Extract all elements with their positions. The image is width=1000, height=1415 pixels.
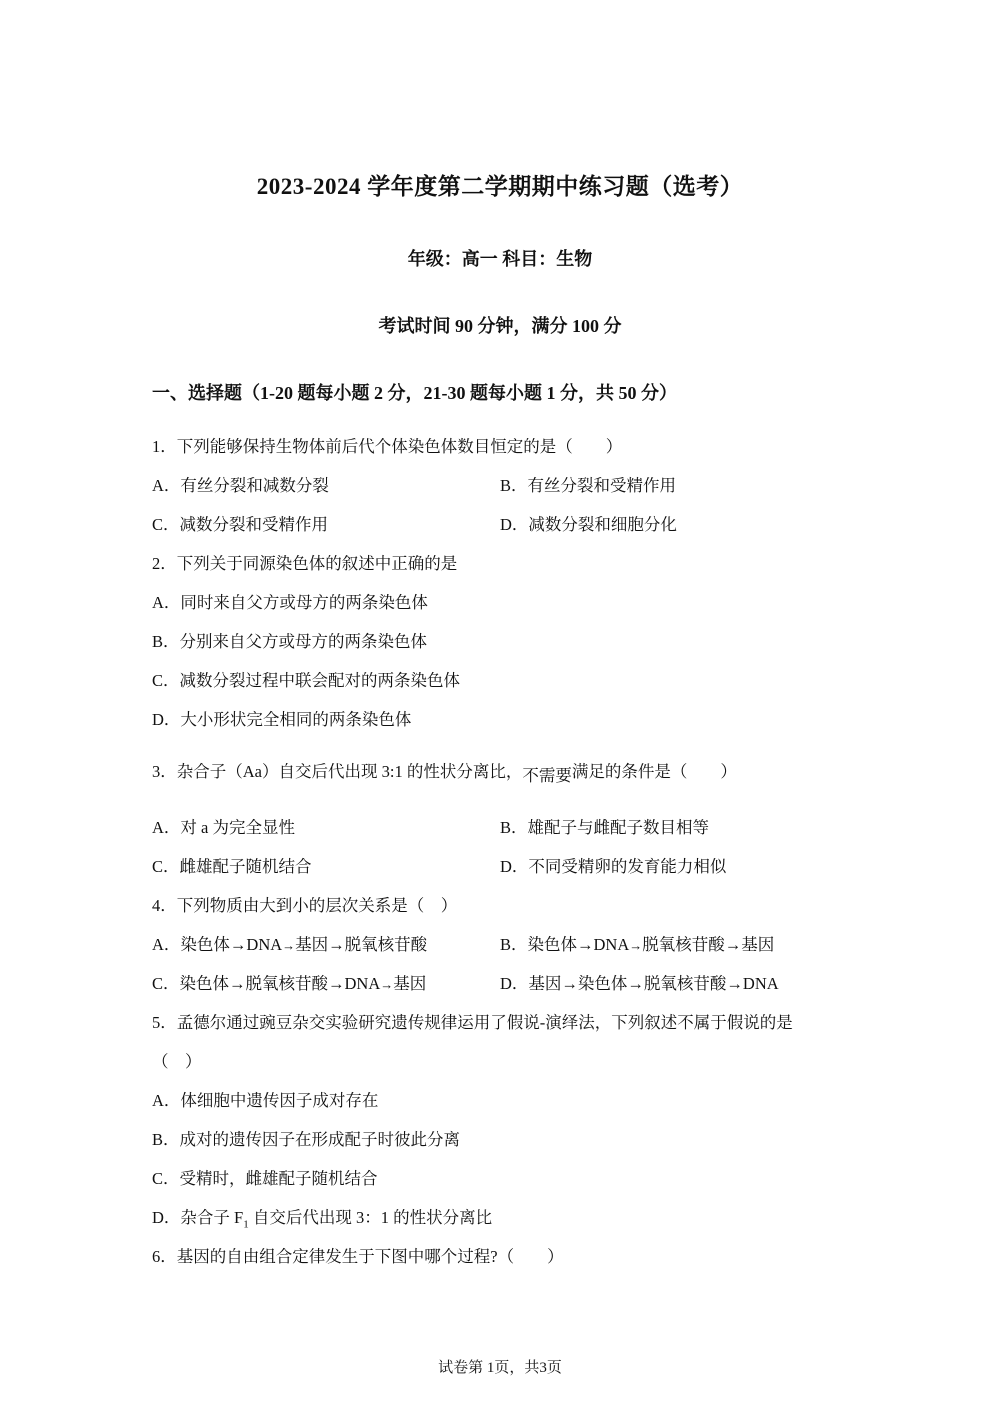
question-5-stem-line2: （ ）: [152, 1052, 202, 1071]
section-heading: 一、选择题（1-20 题每小题 2 分，21-30 题每小题 1 分，共 50 分）: [152, 383, 677, 403]
question-2-stem: 2．下列关于同源染色体的叙述中正确的是: [152, 554, 458, 573]
question-2-option-a: A．同时来自父方或母方的两条染色体: [152, 593, 428, 612]
question-1-option-a: A．有丝分裂和减数分裂: [152, 476, 329, 495]
small-arrow-icon: →: [282, 938, 296, 953]
exam-info: 考试时间 90 分钟，满分 100 分: [378, 316, 622, 336]
exam-title: 2023-2024 学年度第二学期期中练习题（选考）: [256, 174, 744, 199]
question-3-stem-part3: 满足的条件是（ ）: [571, 762, 737, 781]
question-4-option-a-part1: A．染色体→DNA: [152, 935, 283, 954]
question-3-stem: [152, 758, 737, 785]
question-4-option-b: [500, 931, 774, 955]
question-5-option-c: C．受精时，雌雄配子随机结合: [152, 1169, 378, 1188]
question-4-option-b-part1: B．染色体→DNA: [500, 935, 630, 954]
small-arrow-icon: →: [629, 938, 643, 953]
question-5-option-d-part2: 自交后代出现 3：1 的性状分离比: [248, 1208, 493, 1227]
question-6-stem: 6．基因的自由组合定律发生于下图中哪个过程?（ ）: [152, 1247, 564, 1266]
question-3-option-c: C．雌雄配子随机结合: [152, 857, 312, 876]
question-4-stem: 4．下列物质由大到小的层次关系是（ ）: [152, 896, 458, 915]
page-footer: 试卷第 1页，共3页: [438, 1360, 562, 1376]
question-4-option-b-part2: 脱氧核苷酸→基因: [642, 935, 775, 954]
question-2-option-d: D．大小形状完全相同的两条染色体: [152, 710, 412, 729]
question-1-option-d: D．减数分裂和细胞分化: [500, 515, 677, 534]
question-4-option-a-part2: 基因→脱氧核苷酸: [295, 935, 428, 954]
grade-subject: 年级：高一 科目：生物: [407, 249, 593, 269]
question-1-option-c: C．减数分裂和受精作用: [152, 515, 329, 534]
question-5-option-a: A．体细胞中遗传因子成对存在: [152, 1091, 379, 1110]
question-4-option-c-part1: C．染色体→脱氧核苷酸→DNA: [152, 974, 381, 993]
question-4-option-c-part2: 基因: [393, 974, 427, 993]
question-4-option-c: [152, 970, 426, 994]
subscript-1: 1: [243, 1218, 249, 1231]
question-3-option-a: A．对 a 为完全显性: [152, 818, 295, 837]
question-5-option-d-part1: D．杂合子 F: [152, 1208, 244, 1227]
small-arrow-icon: →: [380, 977, 394, 992]
question-5-option-b: B．成对的遗传因子在形成配子时彼此分离: [152, 1130, 461, 1149]
question-4-option-d: D．基因→染色体→脱氧核苷酸→DNA: [500, 974, 779, 993]
question-3-stem-part1: 3．杂合子（Aa）自交后代出现 3:1 的性状分离比，: [152, 762, 523, 781]
question-3-option-b: B．雄配子与雌配子数目相等: [500, 818, 710, 837]
question-2-option-c: C．减数分裂过程中联会配对的两条染色体: [152, 671, 461, 690]
question-4-option-a: [152, 931, 427, 955]
question-3-stem-emphasis: 不需要: [522, 766, 572, 785]
question-5-option-d: [152, 1204, 492, 1230]
question-2-option-b: B．分别来自父方或母方的两条染色体: [152, 632, 428, 651]
question-3-option-d: D．不同受精卵的发育能力相似: [500, 857, 727, 876]
question-5-stem-line1: 5．孟德尔通过豌豆杂交实验研究遗传规律运用了假说-演绎法，下列叙述不属于假说的是: [152, 1013, 793, 1032]
question-1-stem: 1．下列能够保持生物体前后代个体染色体数目恒定的是（ ）: [152, 437, 623, 456]
question-1-option-b: B．有丝分裂和受精作用: [500, 476, 677, 495]
